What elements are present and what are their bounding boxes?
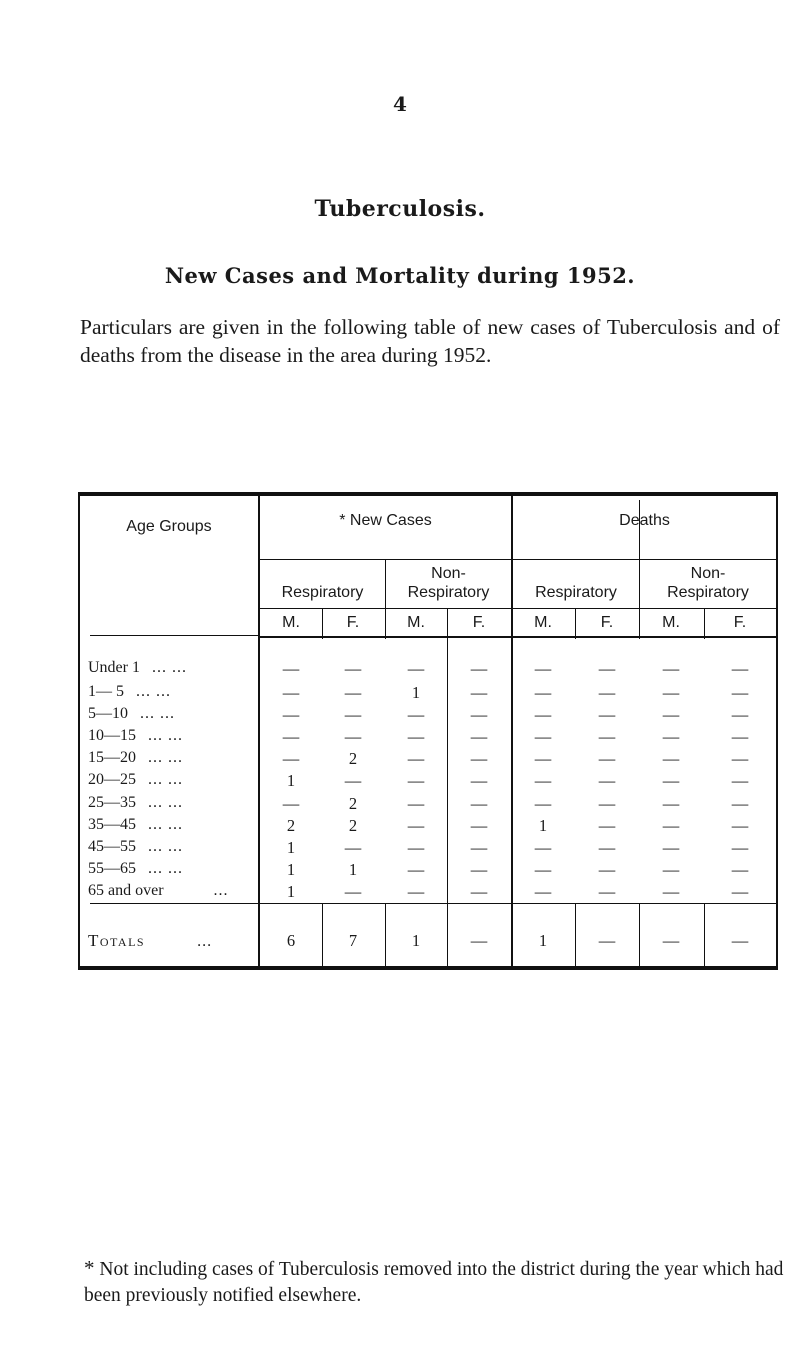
hline-header-bottom xyxy=(259,636,777,638)
table-cell: — xyxy=(407,659,425,678)
table-cell: 2 xyxy=(286,816,296,835)
age-group-label xyxy=(88,771,253,789)
table-cell: — xyxy=(344,683,362,702)
table-cell: — xyxy=(282,794,300,813)
table-cell: — xyxy=(282,683,300,702)
table-cell: — xyxy=(598,705,616,724)
totals-cell: 1 xyxy=(538,931,548,950)
table-cell: — xyxy=(598,749,616,768)
female-column-header: F. xyxy=(472,614,486,631)
table-cell: — xyxy=(407,727,425,746)
table-cell: — xyxy=(731,771,749,790)
table-cell: — xyxy=(470,794,488,813)
table-cell: — xyxy=(282,705,300,724)
age-group-text: 35—45 xyxy=(88,816,136,833)
table-cell: — xyxy=(598,683,616,702)
totals-cell: — xyxy=(731,931,749,950)
female-column-header: F. xyxy=(346,614,360,631)
table-cell: — xyxy=(662,771,680,790)
age-group-text: 20—25 xyxy=(88,771,136,788)
table-cell: — xyxy=(282,727,300,746)
age-group-text: Under 1 xyxy=(88,659,140,676)
table-cell: — xyxy=(662,860,680,879)
table-cell: 2 xyxy=(348,794,358,813)
table-cell: — xyxy=(407,882,425,901)
nc-nonresp-header-line2: Respiratory xyxy=(407,584,490,601)
table-cell: — xyxy=(662,816,680,835)
table-cell: — xyxy=(470,838,488,857)
age-group-text: 45—55 xyxy=(88,838,136,855)
table-cell: 2 xyxy=(348,816,358,835)
age-group-label xyxy=(88,659,253,677)
table-cell: — xyxy=(344,838,362,857)
age-group-label xyxy=(88,705,253,723)
table-cell: — xyxy=(662,705,680,724)
leader-dots: ... ... xyxy=(148,727,183,744)
table-cell: — xyxy=(731,705,749,724)
leader-dots: ... ... xyxy=(148,816,183,833)
nc-respiratory-header: Respiratory xyxy=(281,584,364,601)
leader-dots: ... xyxy=(213,882,229,899)
table-cell: — xyxy=(282,749,300,768)
age-group-text: 15—20 xyxy=(88,749,136,766)
table-cell: — xyxy=(407,860,425,879)
leader-dots: ... ... xyxy=(148,838,183,855)
table-cell: — xyxy=(407,816,425,835)
age-group-label xyxy=(88,860,253,878)
table-cell: — xyxy=(534,659,552,678)
table-cell: — xyxy=(662,683,680,702)
table-cell: 1 xyxy=(286,860,296,879)
table-cell: 1 xyxy=(286,882,296,901)
table-cell: — xyxy=(662,659,680,678)
page-subtitle: New Cases and Mortality during 1952. xyxy=(164,263,636,288)
table-cell: — xyxy=(282,659,300,678)
table-cell: — xyxy=(731,860,749,879)
table-cell: — xyxy=(662,749,680,768)
table-cell: — xyxy=(598,838,616,857)
age-group-text: 5—10 xyxy=(88,705,128,722)
table-cell: — xyxy=(470,683,488,702)
leader-dots: ... ... xyxy=(151,659,187,676)
table-cell: — xyxy=(344,727,362,746)
totals-cell: — xyxy=(470,931,488,950)
table-cell: — xyxy=(470,860,488,879)
age-group-label xyxy=(88,882,253,900)
table-cell: — xyxy=(470,705,488,724)
table-cell: — xyxy=(534,860,552,879)
leader-dots: ... xyxy=(197,933,213,950)
female-column-header: F. xyxy=(600,614,614,631)
female-column-header: F. xyxy=(733,614,747,631)
table-cell: — xyxy=(344,705,362,724)
footnote-asterisk: * xyxy=(84,1256,95,1280)
table-cell: 1 xyxy=(286,771,296,790)
nc-nonresp-header-line1: Non- xyxy=(431,565,466,582)
vline-col-7-totals xyxy=(704,903,705,966)
table-cell: — xyxy=(731,794,749,813)
table-cell: — xyxy=(344,659,362,678)
table-cell: — xyxy=(598,727,616,746)
table-top-rule xyxy=(78,492,778,496)
table-cell: 1 xyxy=(348,860,358,879)
table-cell: 1 xyxy=(411,683,421,702)
table-cell: 1 xyxy=(286,838,296,857)
table-cell: — xyxy=(470,727,488,746)
table-cell: — xyxy=(598,882,616,901)
leader-dots: ... ... xyxy=(148,860,183,877)
vline-age xyxy=(258,494,260,968)
table-cell: — xyxy=(534,705,552,724)
table-cell: — xyxy=(470,659,488,678)
new-cases-header: * New Cases xyxy=(339,512,432,529)
age-group-label xyxy=(88,749,253,767)
intro-paragraph: Particulars are given in the following table of new cases of Tuberculosis and of deaths from the disease in the area during 1952. xyxy=(80,315,780,367)
table-cell: — xyxy=(731,882,749,901)
page-number: 4 xyxy=(393,92,407,116)
deaths-header: Deaths xyxy=(619,512,670,529)
vline-col-3 xyxy=(447,609,448,966)
table-cell: — xyxy=(731,659,749,678)
table-cell: — xyxy=(534,794,552,813)
male-column-header: M. xyxy=(282,614,300,631)
page-title: Tuberculosis. xyxy=(314,196,486,222)
leader-dots: ... ... xyxy=(148,771,183,788)
table-cell: — xyxy=(598,794,616,813)
footnote-text: Not including cases of Tuberculosis removed into the district during the year which had been previously notified elsewhere. xyxy=(84,1259,784,1306)
age-group-text: 10—15 xyxy=(88,727,136,744)
male-column-header: M. xyxy=(662,614,680,631)
table-cell: — xyxy=(662,727,680,746)
age-group-label xyxy=(88,794,253,812)
table-right-rule xyxy=(776,492,778,970)
totals-cell: — xyxy=(598,931,616,950)
table-cell: — xyxy=(534,727,552,746)
totals-cell: — xyxy=(662,931,680,950)
table-cell: — xyxy=(534,749,552,768)
table-cell: — xyxy=(534,838,552,857)
age-group-label xyxy=(88,683,253,701)
table-cell: — xyxy=(534,771,552,790)
table-cell: — xyxy=(344,771,362,790)
leader-dots: ... ... xyxy=(136,683,171,700)
totals-cell: 7 xyxy=(348,931,358,950)
table-cell: — xyxy=(407,705,425,724)
table-cell: — xyxy=(731,816,749,835)
age-group-label xyxy=(88,838,253,856)
table-cell: — xyxy=(731,683,749,702)
hline-sub-mf xyxy=(259,608,777,609)
table-cell: — xyxy=(534,683,552,702)
hline-totals xyxy=(90,903,777,904)
table-cell: — xyxy=(470,771,488,790)
table-cell: — xyxy=(731,749,749,768)
totals-label xyxy=(88,931,253,951)
table-cell: — xyxy=(598,860,616,879)
age-group-label xyxy=(88,816,253,834)
age-groups-header: Age Groups xyxy=(126,518,212,535)
table-cell: — xyxy=(407,794,425,813)
footnote xyxy=(84,1255,784,1309)
table-cell: — xyxy=(662,794,680,813)
table-bottom-rule xyxy=(78,966,778,970)
vline-col-6-totals xyxy=(639,903,640,966)
age-group-text: 55—65 xyxy=(88,860,136,877)
table-cell: 1 xyxy=(538,816,548,835)
d-respiratory-header: Respiratory xyxy=(535,584,617,601)
table-cell: — xyxy=(731,838,749,857)
table-cell: — xyxy=(598,659,616,678)
table-cell: — xyxy=(470,816,488,835)
male-column-header: M. xyxy=(407,614,425,631)
totals-cell: 6 xyxy=(286,931,296,950)
table-cell: — xyxy=(662,838,680,857)
table-cell: — xyxy=(662,882,680,901)
vline-col-5 xyxy=(575,609,576,639)
leader-dots: ... ... xyxy=(140,705,175,722)
vline-col-6 xyxy=(639,609,640,639)
male-column-header: M. xyxy=(534,614,552,631)
age-group-label xyxy=(88,727,253,745)
leader-dots: ... ... xyxy=(148,749,183,766)
leader-dots: ... ... xyxy=(148,794,183,811)
table-cell: — xyxy=(598,816,616,835)
hline-group-sub xyxy=(259,559,777,560)
totals-text: Totals xyxy=(88,931,146,950)
table-left-rule xyxy=(78,492,80,970)
table-cell: — xyxy=(470,749,488,768)
vline-col-7 xyxy=(704,609,705,639)
totals-cell: 1 xyxy=(411,931,421,950)
table-cell: — xyxy=(407,771,425,790)
age-group-text: 1— 5 xyxy=(88,683,124,700)
table-cell: — xyxy=(407,749,425,768)
hline-age-bottom xyxy=(90,635,258,636)
age-group-text: 65 and over xyxy=(88,882,164,899)
age-group-text: 25—35 xyxy=(88,794,136,811)
d-nonresp-header-line1: Non- xyxy=(690,565,726,582)
table-cell: — xyxy=(731,727,749,746)
table-cell: 2 xyxy=(348,749,358,768)
vline-col-5-totals xyxy=(575,903,576,966)
table-cell: — xyxy=(470,882,488,901)
table-cell: — xyxy=(407,838,425,857)
table-cell: — xyxy=(534,882,552,901)
d-nonresp-header-line2: Respiratory xyxy=(667,584,749,601)
table-cell: — xyxy=(344,882,362,901)
table-cell: — xyxy=(598,771,616,790)
